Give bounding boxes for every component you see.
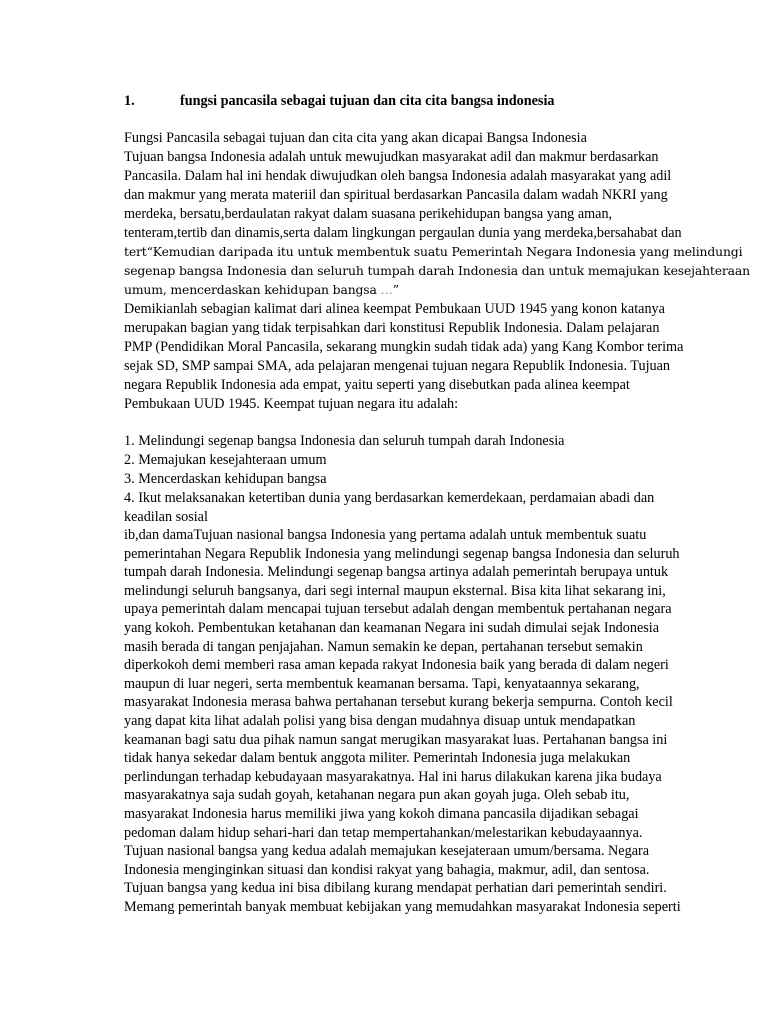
section-number: 1. [124,93,135,109]
quoted-text: umum, mencerdaskan kehidupan bangsa [124,282,377,297]
text-line: perlindungan terhadap kebudayaan masyarakatnya. Hal ini harus dilakukan karena jika budaya [124,769,662,785]
text-line: Tujuan nasional bangsa yang kedua adalah memajukan kesejateraan umum/bersama. Negara [124,843,650,859]
text-line: Indonesia menginginkan situasi dan kondisi rakyat yang bahagia, makmur, adil, dan sentosa. [124,862,650,878]
section-heading [124,92,664,112]
text-line: upaya pemerintah dalam mencapai tujuan tersebut adalah dengan membentuk pertahanan negara [124,601,672,617]
text-line: yang kokoh. Pembentukan ketahanan dan keamanan Negara ini sudah dimulai sejak Indonesia [124,620,660,636]
text-line: Pancasila. Dalam hal ini hendak diwujudkan oleh bangsa Indonesia adalah masyarakat yang adil [124,168,672,184]
text-line: dan makmur yang merata materiil dan spiritual berdasarkan Pancasila dalam wadah NKRI yang [124,187,668,203]
list-item: 4. Ikut melaksanakan ketertiban dunia yang berdasarkan kemerdekaan, perdamaian abadi dan [124,490,655,506]
text-line: ib,dan damaTujuan nasional bangsa Indonesia yang pertama adalah untuk membentuk suatu [124,527,647,543]
text-line: sejak SD, SMP sampai SMA, ada pelajaran mengenai tujuan negara Republik Indonesia. Tujuan [124,358,670,374]
text-line: masyarakat Indonesia merasa bahwa pertahanan tersebut kurang bekerja sempurna. Contoh kecil [124,694,673,710]
list-item: 3. Mencerdaskan kehidupan bangsa [124,471,327,487]
text-line: negara Republik Indonesia ada empat, yaitu seperti yang disebutkan pada alinea keempat [124,377,630,393]
text-line: pemerintahan Negara Republik Indonesia yang melindungi segenap bangsa Indonesia dan seluruh [124,546,680,562]
text-line: Memang pemerintah banyak membuat kebijakan yang memudahkan masyarakat Indonesia seperti [124,899,681,915]
text-line: PMP (Pendidikan Moral Pancasila, sekarang mungkin sudah tidak ada) yang Kang Kombor terima [124,339,684,355]
text-line: masyarakatnya saja sudah goyah, ketahanan negara pun akan goyah juga. Oleh sebab itu, [124,787,630,803]
text-line: tidak hanya sekedar dalam bentuk anggota militer. Pemerintah Indonesia juga melakukan [124,750,631,766]
text-line: melindungi seluruh bangsanya, dari segi internal maupun eksternal. Bisa kita lihat sekarang ini, [124,583,666,599]
text-line: maupun di luar negeri, serta membentuk keamanan bersama. Tapi, kenyataannya sekarang, [124,676,640,692]
text-line: merdeka, bersatu,berdaulatan rakyat dalam suasana perikehidupan bangsa yang aman, [124,206,613,222]
section-title: fungsi pancasila sebagai tujuan dan cita cita bangsa indonesia [180,93,555,109]
text-line: masyarakat Indonesia harus memiliki jiwa yang kokoh dimana pancasila dijadikan sebagai [124,806,639,822]
text-line: Demikianlah sebagian kalimat dari alinea keempat Pembukaan UUD 1945 yang konon katanya [124,301,665,317]
text-line: tumpah darah Indonesia. Melindungi segenap bangsa artinya adalah pemerintah berupaya untuk [124,564,669,580]
text-line: merupakan bagian yang tidak terpisahkan dari konstitusi Republik Indonesia. Dalam pelajaran [124,320,660,336]
list-item: 2. Memajukan kesejahteraan umum [124,452,327,468]
text-line: Fungsi Pancasila sebagai tujuan dan cita cita yang akan dicapai Bangsa Indonesia [124,130,587,146]
quoted-line: tert“Kemudian daripada itu untuk membentuk suatu Pemerintah Negara Indonesia yang melindungi [124,244,743,259]
text-line: Tujuan bangsa yang kedua ini bisa dibilang kurang mendapat perhatian dari pemerintah sendiri. [124,880,667,896]
closing-quote: ” [392,282,399,297]
list-item: 1. Melindungi segenap bangsa Indonesia dan seluruh tumpah darah Indonesia [124,433,565,449]
ellipsis: … [376,282,393,297]
text-line: yang dapat kita lihat adalah polisi yang bisa dengan mudahnya disuap untuk mendapatkan [124,713,636,729]
text-line: pedoman dalam hidup sehari-hari dan tetap mempertahankan/melestarikan kebudayaannya. [124,825,643,841]
text-line: diperkokoh demi memberi rasa aman kepada rakyat Indonesia baik yang berada di dalam negeri [124,657,669,673]
text-line: Pembukaan UUD 1945. Keempat tujuan negara itu adalah: [124,396,459,412]
quoted-line [124,281,664,300]
text-line: masih berada di tangan penjajahan. Namun semakin ke depan, pertahanan tersebut semakin [124,639,643,655]
text-line: keamanan bagi satu dua pihak namun sangat merugikan masyarakat luas. Pertahanan bangsa ini [124,732,668,748]
list-item: keadilan sosial [124,509,208,525]
quoted-line: segenap bangsa Indonesia dan seluruh tumpah darah Indonesia dan untuk memajukan kesejahteraan [124,263,750,278]
text-line: Tujuan bangsa Indonesia adalah untuk mewujudkan masyarakat adil dan makmur berdasarkan [124,149,659,165]
text-line: tenteram,tertib dan dinamis,serta dalam lingkungan pergaulan dunia yang merdeka,bersahabat dan [124,225,682,241]
